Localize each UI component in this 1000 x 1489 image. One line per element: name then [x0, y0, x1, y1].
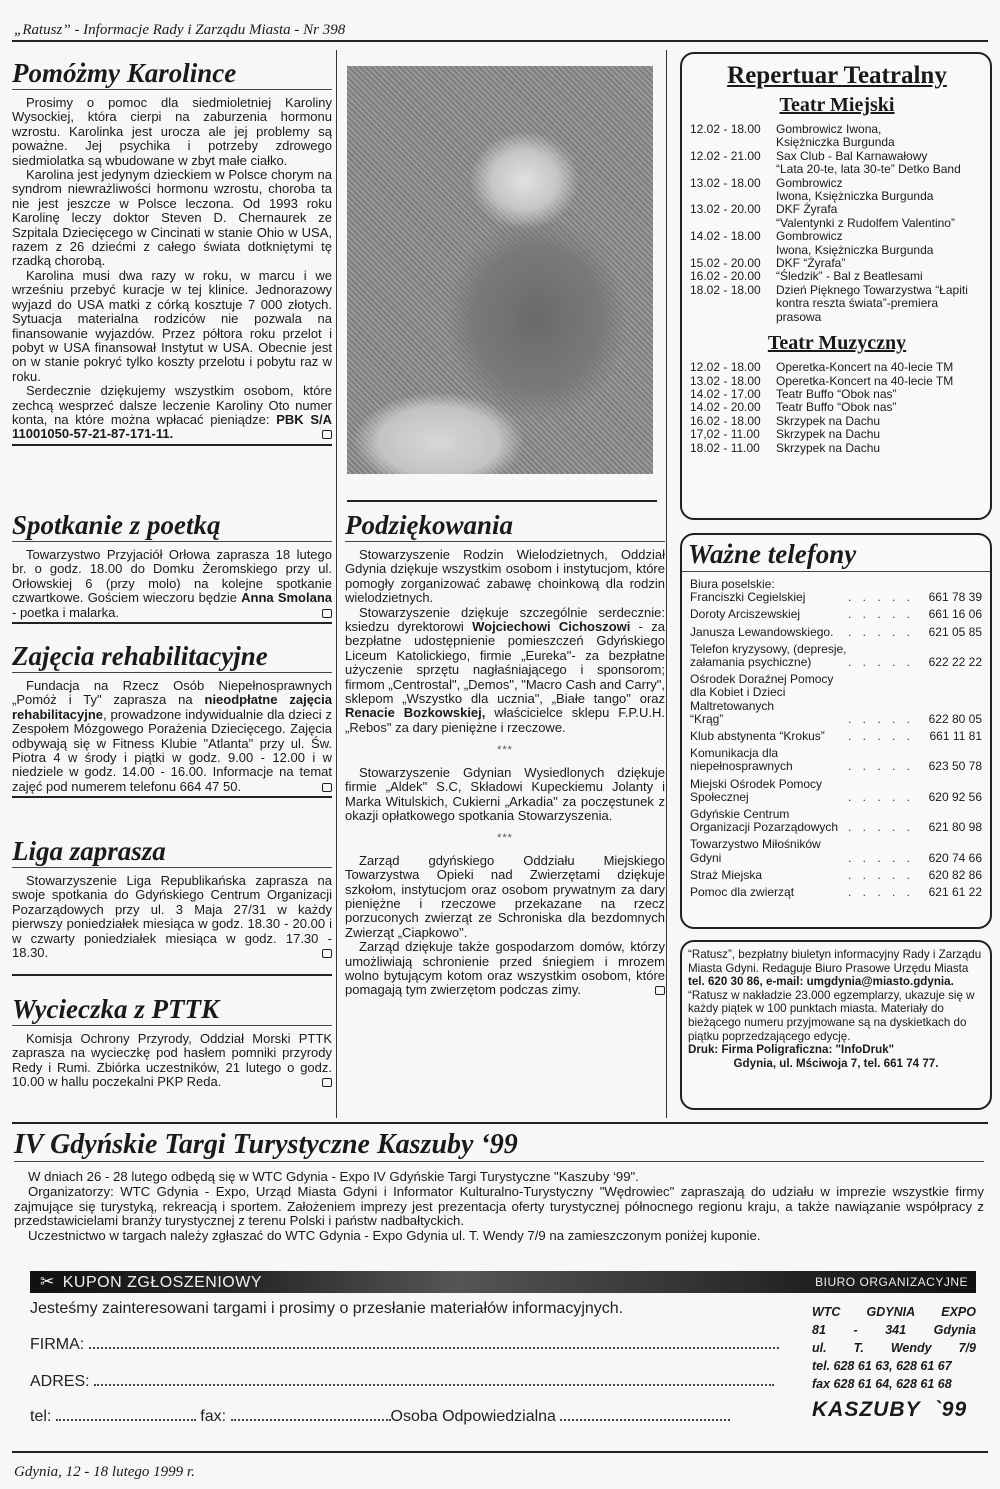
schedule-event: Skrzypek na Dachu: [776, 440, 881, 455]
phone-name: Gdyńskie Centrum Organizacji Pozarządowych: [690, 807, 839, 835]
biuro-word: GDYNIA: [866, 1305, 916, 1319]
schedule-row: [690, 361, 984, 374]
phone-row: [682, 671, 990, 728]
schedule-date: 18.02 - 18.00: [690, 282, 761, 297]
leader-dots: . . . . .: [847, 624, 914, 639]
phone-row: [682, 884, 990, 901]
phone-name: Komunikacja dla niepełnosprawnych: [690, 746, 793, 774]
phone-row: [682, 606, 990, 623]
paragraph: Serdecznie dziękujemy wszystkim osobom, które zechcą wesprzeć dalsze leczenie Karoliny Oto numer konta, na które można wpłacać pieniądze:: [12, 383, 332, 427]
schedule-event: Sax Club - Bal Karnawałowy “Lata 20-te, lata 30-te” Detko Band: [776, 148, 961, 177]
schedule-date: 13.02 - 18.00: [690, 175, 761, 190]
phone-name: Miejski Ośrodek Pomocy Społecznej: [690, 776, 823, 804]
contact-field-row[interactable]: [30, 1408, 800, 1426]
leader-dots: . . . . .: [847, 759, 914, 774]
leader-dots: . . . . .: [847, 711, 914, 726]
schedule-event: Teatr Buffo “Obok nas”: [776, 386, 897, 401]
leader-dots: . . . . .: [847, 729, 914, 744]
fax-label: fax:: [200, 1408, 227, 1425]
biuro-word: EXPO: [941, 1305, 976, 1319]
phone-row: [682, 641, 990, 671]
divider: [12, 974, 332, 976]
schedule-row: [690, 284, 984, 324]
schedule-row: [690, 415, 984, 428]
paragraph: Stowarzyszenie Rodzin Wielodzietnych, Oddział Gdynia dziękuje wszystkim osobom i instytucjom, które pomogły zorganizować zabawę choinkową dla rodzin wielodzietnych.: [345, 547, 665, 606]
end-square-icon: [322, 430, 332, 439]
paragraph: - za bezpłatne udostępnienie pomieszczeń Gdyńskiego Liceum Katolickiego, firmie „Eureka"- za bezpłatne użyczenie sprzętu nagłaśniającego i sponsorom; firmom „Centrostal", „Demos", "Macro Cash and Carry", sklepom „Wszystko dla ucznia", „Białe tango" oraz: [345, 619, 665, 707]
telefony-title: Ważne telefony: [682, 539, 990, 572]
divider: [12, 1122, 988, 1124]
biuro-word: ul.: [812, 1341, 827, 1355]
phone-name: Towarzystwo Miłośników Gdyni: [690, 837, 821, 865]
bank-account: PBK S/A 11001050-57-21-87-171-11.: [12, 411, 332, 442]
biuro-word: -: [853, 1323, 858, 1337]
schedule-row: [690, 150, 984, 177]
biuro-word: T.: [853, 1341, 864, 1355]
schedule-date: 14.02 - 18.00: [690, 229, 761, 244]
schedule-event: Skrzypek na Dachu: [776, 427, 881, 442]
phone-row: [682, 745, 990, 775]
leader-dots: . . . . .: [847, 607, 914, 622]
divider: [347, 500, 657, 502]
paragraph: Organizatorzy: WTC Gdynia - Expo, Urząd Miasta Gdyni i Informator Kulturalno-Turystyczny "Wędrowiec" zapraszają do udziału w imprezie wszystkie firmy zajmujące się turystyką, rekreacją i sportem. Założeniem imprezy jest prezentacja oferty turystycznej północnego regionu kraju, a także nawiązanie współpracy z przedstawicielami branży turystycznej z terenu Polski i państw nadbałtyckich.: [14, 1183, 984, 1229]
osoba-label: Osoba Odpowiedzialna: [390, 1408, 556, 1425]
article-pttk: [12, 994, 332, 1090]
leader-dots: . . . . .: [847, 885, 914, 900]
kupon-intro: Jesteśmy zainteresowani targami i prosimy o przesłanie materiałów informacyjnych.: [30, 1300, 624, 1317]
schedule-row: [690, 123, 984, 150]
kupon-title: KUPON ZGŁOSZENIOWY: [62, 1274, 262, 1291]
phone-number: 661 11 81: [929, 729, 982, 744]
article-title: Spotkanie z poetką: [12, 510, 332, 542]
teatr-miejski-schedule: [690, 123, 984, 324]
leader-dots: . . . . .: [847, 590, 914, 605]
impressum-print: Druk: Firma Poligraficzna: "InfoDruk": [688, 1043, 895, 1057]
highlight: Wojciechowi Cichoszowi: [472, 619, 631, 635]
schedule-date: 12.02 - 18.00: [690, 122, 761, 136]
end-square-icon: [322, 949, 332, 958]
biuro-label: BIURO ORGANIZACYJNE: [815, 1275, 968, 1289]
schedule-event: DKF “Żyrafa”: [776, 256, 846, 271]
phone-name: Klub abstynenta “Krokus”: [690, 729, 825, 744]
paragraph: , prowadzone indywidualnie dla dzieci z Zespołem Mózgowego Porażenia Dziecięcego. Zajęcia odbywają się w Fitness Klubie "Atlanta" przy ul. Św. Piotra 4 w środy i piątki w godz. 9.00 - 12.00 i w niedziele w godz. 14.00 - 16.00. Informacje na temat zajęć pod numerem telefonu 664 47 50.: [12, 706, 332, 794]
adres-field[interactable]: [30, 1373, 800, 1391]
schedule-row: [690, 270, 984, 283]
schedule-date: 15.02 - 20.00: [690, 256, 761, 271]
schedule-row: [690, 428, 984, 441]
column-divider: [336, 50, 337, 1118]
schedule-row: [690, 230, 984, 257]
column-divider: [666, 50, 667, 1118]
paragraph: Uczestnictwo w targach należy zgłaszać do WTC Gdynia - Expo Gdynia ul. T. Wendy 7/9 na zamieszczonym poniżej kuponie.: [28, 1228, 761, 1244]
end-square-icon: [322, 783, 332, 792]
article-title: Podziękowania: [345, 510, 665, 542]
schedule-date: 12.02 - 21.00: [690, 148, 761, 163]
footer-date: Gdynia, 12 - 18 lutego 1999 r.: [14, 1464, 195, 1480]
schedule-event: Gombrowicz Iwona, Księżniczka Burgunda: [776, 122, 895, 150]
article-rehab: [12, 641, 332, 798]
schedule-date: 16.02 - 20.00: [690, 269, 761, 284]
article-podziekowania: [345, 510, 665, 998]
phone-name: Straż Miejska: [690, 867, 763, 882]
paragraph: Karolina musi dwa razy w roku, w marcu i we wrześniu przebyć kuracje w tej klinice. Jednorazowy wyjazd do USA matki z córką kosztuje 7 000 złotych. Sytuacja materialna rodziców nie pozwala na finansowanie wyjazdów. Przez półtora roku przelot i pobyt w USA finansował Instytut w USA. Obecnie jest on w stanie pokryć tylko koszty przelotu i pobytu raz w roku.: [12, 267, 332, 384]
teatr-miejski-title: Teatr Miejski: [779, 94, 895, 116]
biuro-address: [812, 1303, 976, 1419]
phone-name: Telefon kryzysowy, (depresje, załamania psychiczne): [690, 641, 847, 670]
schedule-row: [690, 375, 984, 388]
paragraph: Zarząd dziękuje także gospodarzom domów, którzy umożliwiają schronienie przed śniegiem i mrozem wolno bytującym kotom oraz wszystkim osobom, które pomagają tym zwierzętom podczas zimy.: [345, 939, 665, 998]
article-title: Pomóżmy Karolince: [12, 58, 332, 90]
kupon-header: [30, 1271, 976, 1293]
schedule-event: Skrzypek na Dachu: [776, 413, 881, 428]
leader-dots: . . . . .: [847, 655, 914, 670]
leader-dots: . . . . .: [847, 789, 914, 804]
phone-name: Doroty Arciszewskiej: [690, 607, 801, 622]
phone-row: [682, 728, 990, 745]
biuro-word: Gdynia: [933, 1323, 976, 1337]
schedule-row: [690, 401, 984, 414]
schedule-row: [690, 177, 984, 204]
phone-list: [682, 576, 990, 901]
kaszuby-brand: KASZUBY `99: [812, 1398, 968, 1421]
paragraph: Stowarzyszenie Gdynian Wysiedlonych dziękuje firmie „Aldek" S.C, Składowi Kupeckiemu Jolanty i Marka Witulskich, Cukierni „Arkadia" za poczęstunek z okazji opłatkowego spotkania Stowarzyszenia.: [345, 764, 665, 823]
osoba-input-line[interactable]: [560, 1419, 730, 1421]
phone-number: 620 92 56: [928, 789, 982, 804]
leader-dots: . . . . .: [847, 850, 914, 865]
article-karolina: [12, 58, 332, 446]
schedule-row: [690, 442, 984, 455]
firma-field[interactable]: [30, 1336, 800, 1354]
impressum-contact: tel. 620 30 86, e-mail: umgdynia@miasto.gdynia.: [688, 975, 954, 989]
phone-number: 621 05 85: [928, 624, 982, 639]
adres-label: ADRES:: [30, 1373, 90, 1390]
phone-number: 622 22 22: [928, 655, 982, 670]
teatr-muzyczny-schedule: [690, 361, 984, 455]
fax-input-line[interactable]: [231, 1419, 391, 1421]
schedule-date: 14.02 - 17.00: [690, 386, 761, 401]
scissors-icon: ✂: [40, 1272, 55, 1291]
schedule-date: 18.02 - 11.00: [690, 440, 760, 455]
phone-number: 621 80 98: [928, 820, 982, 835]
paragraph-end: [12, 384, 332, 446]
leader-dots: . . . . .: [847, 867, 914, 882]
impressum-line: “Ratusz w nakładzie 23.000 egzemplarzy, ukazuje się w każdy piątek w 100 punktach miasta. Materiały do bieżącego numeru przyjmowane są na dyskietkach do piątku poprzedzającego edycję.: [688, 988, 975, 1043]
phone-row: [682, 806, 990, 836]
biuro-word: WTC: [812, 1305, 841, 1319]
article-liga: [12, 836, 332, 976]
paragraph-tail: - poetka i malarka.: [12, 604, 119, 620]
telefony-box: [680, 533, 992, 929]
impressum-print-address: Gdynia, ul. Mściwoja 7, tel. 661 74 77.: [733, 1056, 939, 1070]
paragraph: W dniach 26 - 28 lutego odbędą się w WTC Gdynia - Expo IV Gdyńskie Targi Turystyczne "Kaszuby ‘99".: [28, 1169, 639, 1184]
header-title: „Ratusz” - Informacje Rady i Zarządu Miasta - Nr 398: [14, 22, 346, 38]
article-poetka: [12, 510, 332, 624]
tel-label: tel:: [30, 1408, 52, 1425]
phone-number: 620 74 66: [928, 850, 982, 865]
schedule-date: 17,02 - 11.00: [690, 427, 760, 442]
article-title: IV Gdyńskie Targi Turystyczne Kaszuby ‘99: [14, 1130, 984, 1162]
highlight: Renacie Bozkowskiej,: [345, 705, 486, 721]
article-targi: [14, 1130, 984, 1244]
paragraph: Prosimy o pomoc dla siedmioletniej Karoliny Wysockiej, która cierpi na zaburzenia hormonu wzrostu. Karolinka jest urocza ale jej problemy są poważne. Jej psychika i potrzeby zdrowego siedmiolatka są wbudowane w zbyt małe ciałko.: [12, 95, 332, 168]
phone-name: Janusza Lewandowskiego.: [690, 624, 834, 639]
schedule-event: Teatr Buffo “Obok nas”: [776, 400, 897, 415]
phone-number: 661 16 06: [928, 607, 982, 622]
separator: ***: [497, 744, 513, 757]
repertuar-box: [680, 52, 992, 520]
schedule-row: [690, 388, 984, 401]
end-square-icon: [322, 609, 332, 618]
schedule-event: Gombrowicz Iwona, Księżniczka Burgunda: [776, 175, 934, 204]
kupon-title-wrap: [40, 1272, 262, 1292]
article-title: Liga zaprasza: [12, 836, 332, 868]
schedule-date: 13.02 - 18.00: [690, 373, 761, 388]
schedule-date: 13.02 - 20.00: [690, 202, 761, 217]
paragraph: Karolina jest jedynym dzieckiem w Polsce chorym na syndrom niewrażliwości hormonu wzrostu, choroba ta nie jest jeszcze w Polsce leczona. Od 1993 roku Karolinę leczy doktor Steven D. Chernaurek ze Szpitala Dziecięcego w Cincinati w stanie Ohio w USA, razem z 26 dziećmi z całego świata dotkniętymi tę rzadką chorobą.: [12, 167, 332, 269]
phone-number: 623 50 78: [928, 759, 982, 774]
child-photo: [347, 66, 653, 474]
biuro-fax: fax 628 61 64, 628 61 68: [812, 1377, 952, 1391]
schedule-event: Gombrowicz Iwona, Księżniczka Burgunda: [776, 229, 934, 257]
paragraph: Stowarzyszenie dziękuje szczególnie serdecznie: ksiedzu dyrektorowi: [345, 604, 665, 635]
paragraph: Komisja Ochrony Przyrody, Oddział Morski PTTK zaprasza na wycieczkę pod hasłem pomniki przyrody Redy i Rumi. Zbiórka uczestników, 21 lutego o godz. 10.00 w hallu poczekalni PKP Reda.: [12, 1031, 332, 1090]
phone-row: [682, 624, 990, 641]
schedule-event: DKF Żyrafa “Valentynki z Rudolfem Valentino”: [776, 202, 955, 230]
paragraph: Fundacja na Rzecz Osób Niepełnosprawnych „Pomóż i Ty" zaprasza na: [12, 678, 332, 708]
biuro-word: 7/9: [958, 1341, 976, 1355]
phone-number: 622 80 05: [928, 711, 982, 726]
schedule-event: Operetka-Koncert na 40-lecie TM: [776, 373, 954, 388]
adres-input-line[interactable]: [94, 1384, 774, 1386]
schedule-date: 16.02 - 18.00: [690, 413, 761, 428]
article-title: Wycieczka z PTTK: [12, 994, 332, 1026]
phone-name: Pomoc dla zwierząt: [690, 885, 795, 900]
paragraph: Zarząd gdyńskiego Oddziału Miejskiego Towarzystwa Opieki nad Zwierzętami dziękuje szkołom, instytucjom oraz osobom prywatnym za dary pieniężne i rzeczowe przekazane na rzecz porzuconych zwierząt ze Schroniska dla bezdomnych Zwierząt „Ciapkowo".: [345, 852, 665, 940]
biuro-tel: tel. 628 61 63, 628 61 67: [812, 1359, 952, 1373]
biuro-word: 341: [885, 1323, 907, 1337]
phone-number: 621 61 22: [928, 885, 982, 900]
article-title: Zajęcia rehabilitacyjne: [12, 641, 332, 673]
guest-name: Anna Smolana: [241, 590, 333, 606]
phone-row: [682, 867, 990, 884]
page-header: [12, 22, 988, 42]
phone-row: [682, 836, 990, 866]
schedule-event: Operetka-Koncert na 40-lecie TM: [776, 360, 954, 375]
schedule-date: 12.02 - 18.00: [690, 360, 761, 375]
firma-input-line[interactable]: [89, 1347, 779, 1349]
phone-name: Ośrodek Doraźnej Pomocy dla Kobiet i Dzieci Maltretowanych “Krąg”: [690, 672, 834, 726]
highlight: nieodpłatne zajęcia rehabilitacyjne: [12, 692, 332, 722]
firma-label: FIRMA:: [30, 1336, 85, 1353]
leader-dots: . . . . .: [847, 820, 914, 835]
impressum-box: [680, 940, 992, 1110]
impressum-line: “Ratusz”, bezpłatny biuletyn informacyjny Rady i Zarządu Miasta Gdyni. Redaguje Biuro Prasowe Urzędu Miasta: [688, 948, 982, 975]
paragraph: Towarzystwo Przyjaciół Orłowa zaprasza 18 lutego br. o godz. 18.00 do Domku Żeromskiego przy ul. Orłowskiej 6 (przy molo) na kolejne spotkanie czwartkowe. Gościem wieczoru będzie: [12, 547, 332, 606]
schedule-row: [690, 203, 984, 230]
schedule-date: 14.02 - 20.00: [690, 400, 761, 415]
end-square-icon: [655, 986, 665, 995]
phone-row: [682, 576, 990, 606]
paragraph: Stowarzyszenie Liga Republikańska zaprasza na swoje spotkania do Gdyńskiego Centrum Organizacji Pozarządowych przy ul. 3 Maja 27/31 w każdy pierwszy poniedziałek miesiąca w godz. 18.30 - 20.00 i w czwarty poniedziałek miesiąca w godz. 17.30 - 18.30.: [12, 873, 332, 961]
biuro-word: 81: [812, 1323, 826, 1337]
phone-name: Biura poselskie: Franciszki Cegielskiej: [690, 577, 806, 605]
phone-number: 661 78 39: [928, 590, 982, 605]
repertuar-title: Repertuar Teatralny: [727, 62, 947, 89]
phone-row: [682, 776, 990, 806]
end-square-icon: [322, 1078, 332, 1087]
schedule-event: Dzień Pięknego Towarzystwa “Łapiti kontra reszta świata”-premiera prasowa: [776, 282, 968, 324]
separator: ***: [497, 832, 513, 845]
tel-input-line[interactable]: [56, 1419, 196, 1421]
biuro-word: Wendy: [890, 1341, 932, 1355]
divider: [12, 1451, 988, 1453]
teatr-muzyczny-title: Teatr Muzyczny: [767, 332, 907, 355]
schedule-event: “Śledzik” - Bal z Beatlesami: [776, 269, 923, 284]
phone-number: 620 82 86: [928, 867, 982, 882]
paragraph: właścicielce sklepu F.P.U.H. „Rebos" za dary pieniężne i rzeczowe.: [345, 705, 665, 735]
